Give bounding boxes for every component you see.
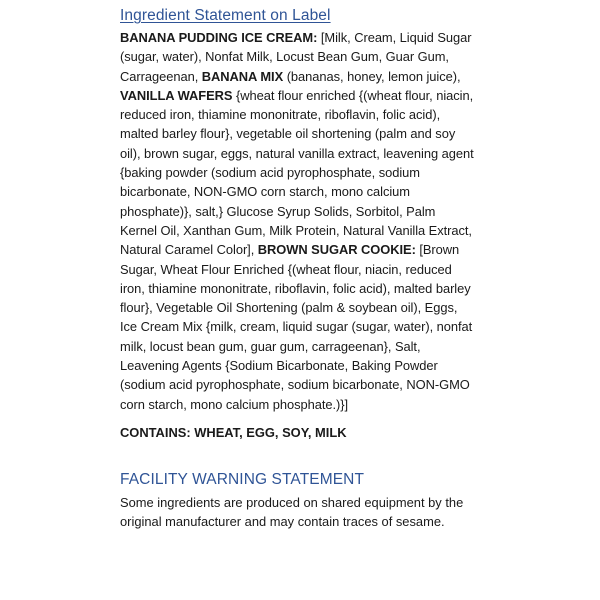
label-document [120, 6, 475, 532]
ingredient-statement-title: Ingredient Statement on Label [120, 7, 331, 24]
banana-mix-ingredients: (bananas, honey, lemon juice), [283, 68, 461, 84]
banana-pudding-heading: BANANA PUDDING ICE CREAM: [120, 30, 318, 45]
vanilla-wafers-ingredients: {wheat flour enriched {(wheat flour, niacin, reduced iron, thiamine mononitrate, riboflavin, folic acid), malted barley flour}, vegetable oil shortening (palm and soy oil), brown sugar, eggs, natural vanilla extract, leavening agent {baking powder (sodium acid pyrophosphate, sodium bicarbonate, NON-GMO corn starch, mono calcium phosphate)}, salt,} Glucose Syrup Solids, Sorbitol, Palm Kernel Oil, Xanthan Gum, Milk Protein, Natural Vanilla Extract, Natural Caramel Color], [120, 87, 474, 258]
ingredient-statement-body [120, 28, 475, 414]
facility-warning-text: Some ingredients are produced on shared equipment by the original manufacturer and may contain traces of sesame. [120, 494, 464, 530]
banana-mix-heading: BANANA MIX [201, 68, 284, 84]
allergen-contains-statement: CONTAINS: WHEAT, EGG, SOY, MILK [120, 424, 347, 440]
ice-cream-ingredients: [Milk, Cream, Liquid Sugar (sugar, water), Nonfat Milk, Locust Bean Gum, Guar Gum, Carrageenan, [120, 30, 472, 84]
brown-sugar-cookie-ingredients: [Brown Sugar, Wheat Flour Enriched {(wheat flour, niacin, reduced iron, thiamine mononitrate, riboflavin, folic acid), malted barley flour}, Vegetable Oil Shortening (palm & soybean oil), Eggs, Ice Cream Mix {milk, cream, liquid sugar (sugar, water), nonfat milk, locust bean gum, guar gum, carrageenan}, Salt, Leavening Agents {Sodium Bicarbonate, Baking Powder (sodium acid pyrophosphate, sodium bicarbonate, NON-GMO corn starch, mono calcium phosphate.)}] [120, 242, 473, 412]
vanilla-wafers-heading: VANILLA WAFERS [120, 87, 233, 103]
brown-sugar-cookie-heading: BROWN SUGAR COOKIE: [257, 242, 416, 258]
facility-warning-title: FACILITY WARNING STATEMENT [120, 470, 365, 488]
